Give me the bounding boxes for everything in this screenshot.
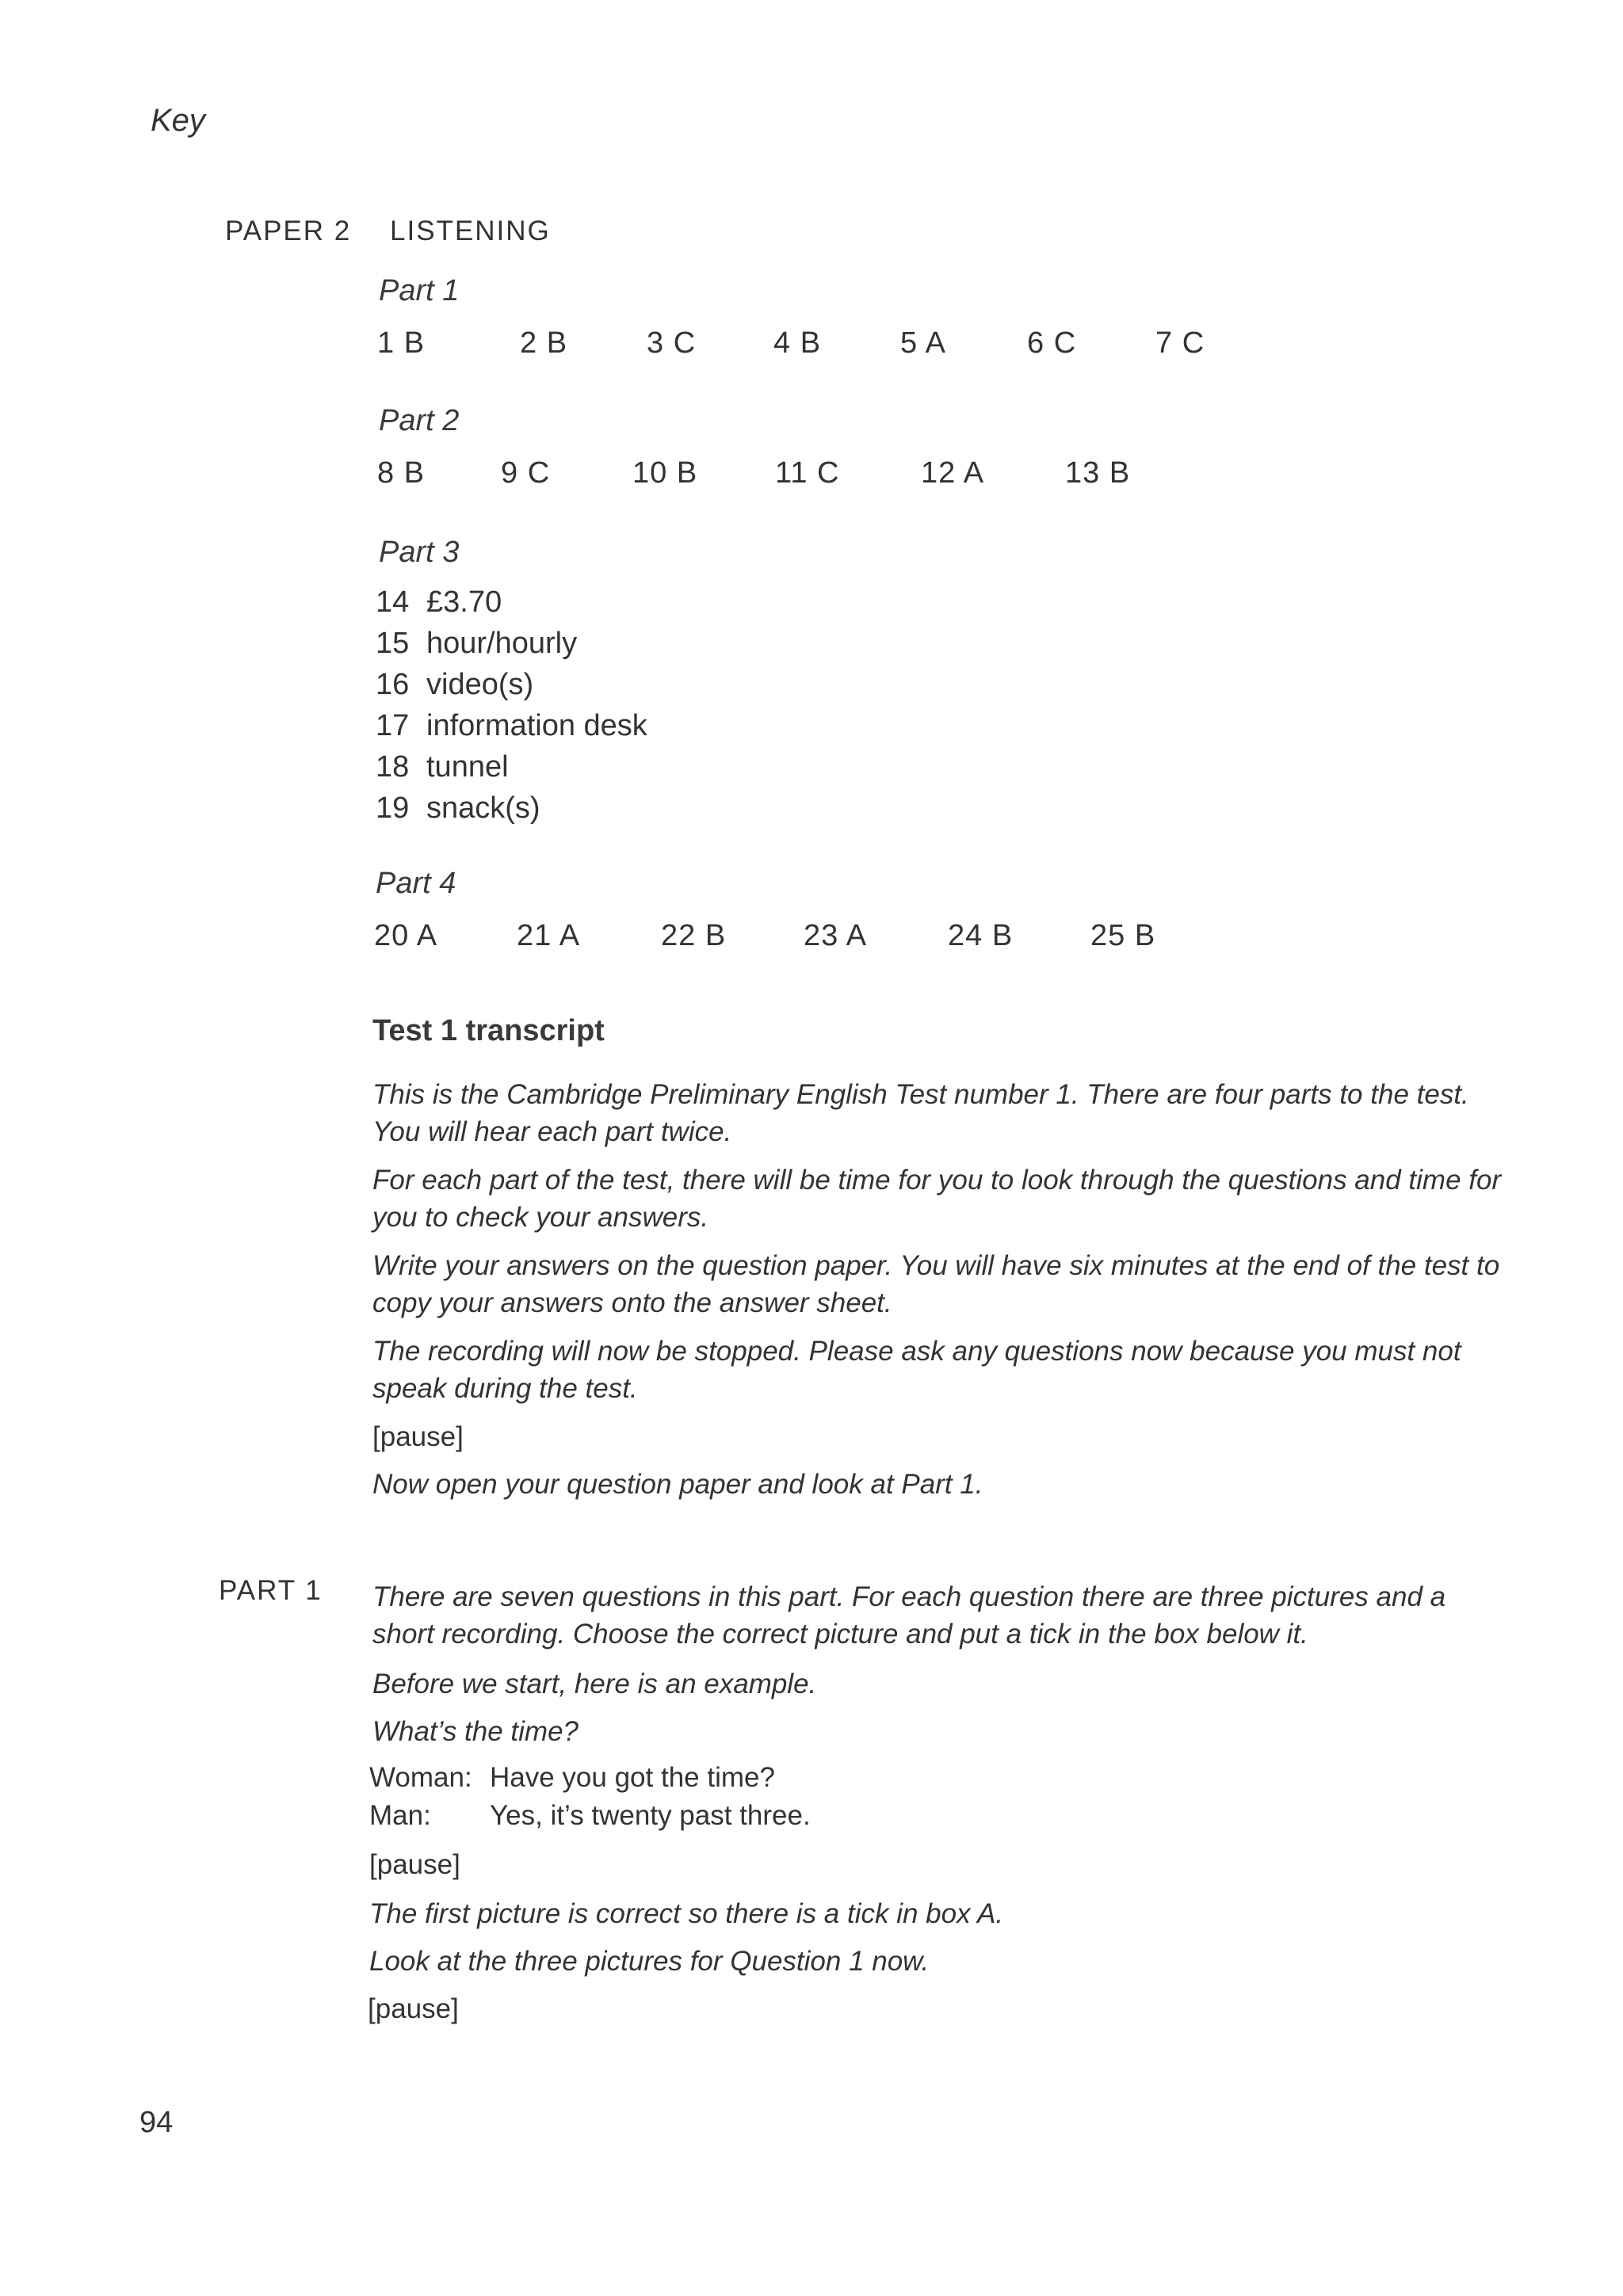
part4-answers xyxy=(0,919,1623,959)
answer-item: 13 B xyxy=(1065,456,1131,490)
item-number: 15 xyxy=(376,627,410,660)
answer-item: 12 A xyxy=(921,456,985,490)
answer-item: 6 C xyxy=(1027,326,1077,360)
answer-item: 2 B xyxy=(520,326,568,360)
part2-answers xyxy=(0,456,1623,496)
answer-item: 9 C xyxy=(501,456,551,490)
page-number: 94 xyxy=(139,2106,174,2139)
item-answer: hour/hourly xyxy=(426,627,578,660)
list-item xyxy=(376,788,647,829)
list-item xyxy=(376,623,647,664)
list-item xyxy=(376,582,647,623)
transcript-title: Test 1 transcript xyxy=(372,1014,605,1047)
transcript-intro-para: The recording will now be stopped. Please ask any questions now because you must not speak during the test. xyxy=(372,1336,1461,1404)
paper-title: LISTENING xyxy=(390,215,551,246)
pause-marker: [pause] xyxy=(369,1849,460,1880)
answer-item: 21 A xyxy=(517,919,581,952)
item-number: 17 xyxy=(376,709,410,742)
answer-item: 3 C xyxy=(647,326,697,360)
question-prompt: Look at the three pictures for Question 1 now. xyxy=(369,1946,930,1977)
list-item xyxy=(376,664,647,705)
answer-item: 8 B xyxy=(377,456,426,490)
item-answer: snack(s) xyxy=(426,791,540,825)
list-item xyxy=(376,746,647,788)
item-answer: video(s) xyxy=(426,668,534,701)
transcript-intro-para: This is the Cambridge Preliminary English Test number 1. There are four parts to the test. You will hear each part twice. xyxy=(372,1079,1469,1147)
part3-answer-list xyxy=(376,582,647,829)
example-explanation: The first picture is correct so there is a tick in box A. xyxy=(369,1898,1004,1929)
answer-item: 22 B xyxy=(661,919,727,952)
answer-item: 20 A xyxy=(374,919,438,952)
example-dialogue xyxy=(369,1759,811,1835)
part1-instructions: There are seven questions in this part. For each question there are three pictures and a short recording. Choose the correct picture and put a tick in the box below it. xyxy=(372,1581,1446,1650)
item-answer: tunnel xyxy=(426,750,509,784)
answer-item: 1 B xyxy=(377,326,426,360)
part1-side-label: PART 1 xyxy=(219,1575,323,1606)
list-item xyxy=(376,705,647,746)
transcript-intro-para: Now open your question paper and look at Part 1. xyxy=(372,1469,983,1500)
answer-item: 24 B xyxy=(948,919,1014,952)
part1-answers xyxy=(0,326,1623,366)
item-answer: information desk xyxy=(426,709,647,742)
example-question: What’s the time? xyxy=(372,1716,579,1747)
pause-marker: [pause] xyxy=(372,1421,464,1452)
dialogue-line xyxy=(369,1797,811,1835)
section-header: Key xyxy=(151,103,205,138)
answer-item: 4 B xyxy=(773,326,822,360)
item-number: 16 xyxy=(376,668,410,701)
speaker-label: Woman: xyxy=(369,1762,472,1793)
item-number: 18 xyxy=(376,750,410,784)
part2-heading: Part 2 xyxy=(379,404,460,437)
answer-item: 23 A xyxy=(804,919,868,952)
example-intro: Before we start, here is an example. xyxy=(372,1669,817,1699)
transcript-intro-para: For each part of the test, there will be time for you to look through the questions and time for you to check your answers. xyxy=(372,1165,1502,1233)
answer-item: 5 A xyxy=(900,326,946,360)
speaker-label: Man: xyxy=(369,1800,431,1831)
transcript-intro-para: Write your answers on the question paper. You will have six minutes at the end of the test to copy your answers onto the answer sheet. xyxy=(372,1250,1500,1318)
pause-marker: [pause] xyxy=(368,1993,459,2024)
dialogue-text: Yes, it’s twenty past three. xyxy=(490,1800,811,1831)
answer-item: 10 B xyxy=(632,456,698,490)
dialogue-text: Have you got the time? xyxy=(490,1762,775,1793)
item-number: 19 xyxy=(376,791,410,825)
answer-item: 25 B xyxy=(1090,919,1156,952)
answer-item: 7 C xyxy=(1155,326,1205,360)
part1-heading: Part 1 xyxy=(379,274,460,307)
part3-heading: Part 3 xyxy=(379,536,460,569)
item-number: 14 xyxy=(376,585,410,619)
paper-label: PAPER 2 xyxy=(225,215,352,246)
part4-heading: Part 4 xyxy=(376,867,456,900)
answer-item: 11 C xyxy=(775,456,840,490)
item-answer: £3.70 xyxy=(426,585,502,619)
dialogue-line xyxy=(369,1759,811,1797)
